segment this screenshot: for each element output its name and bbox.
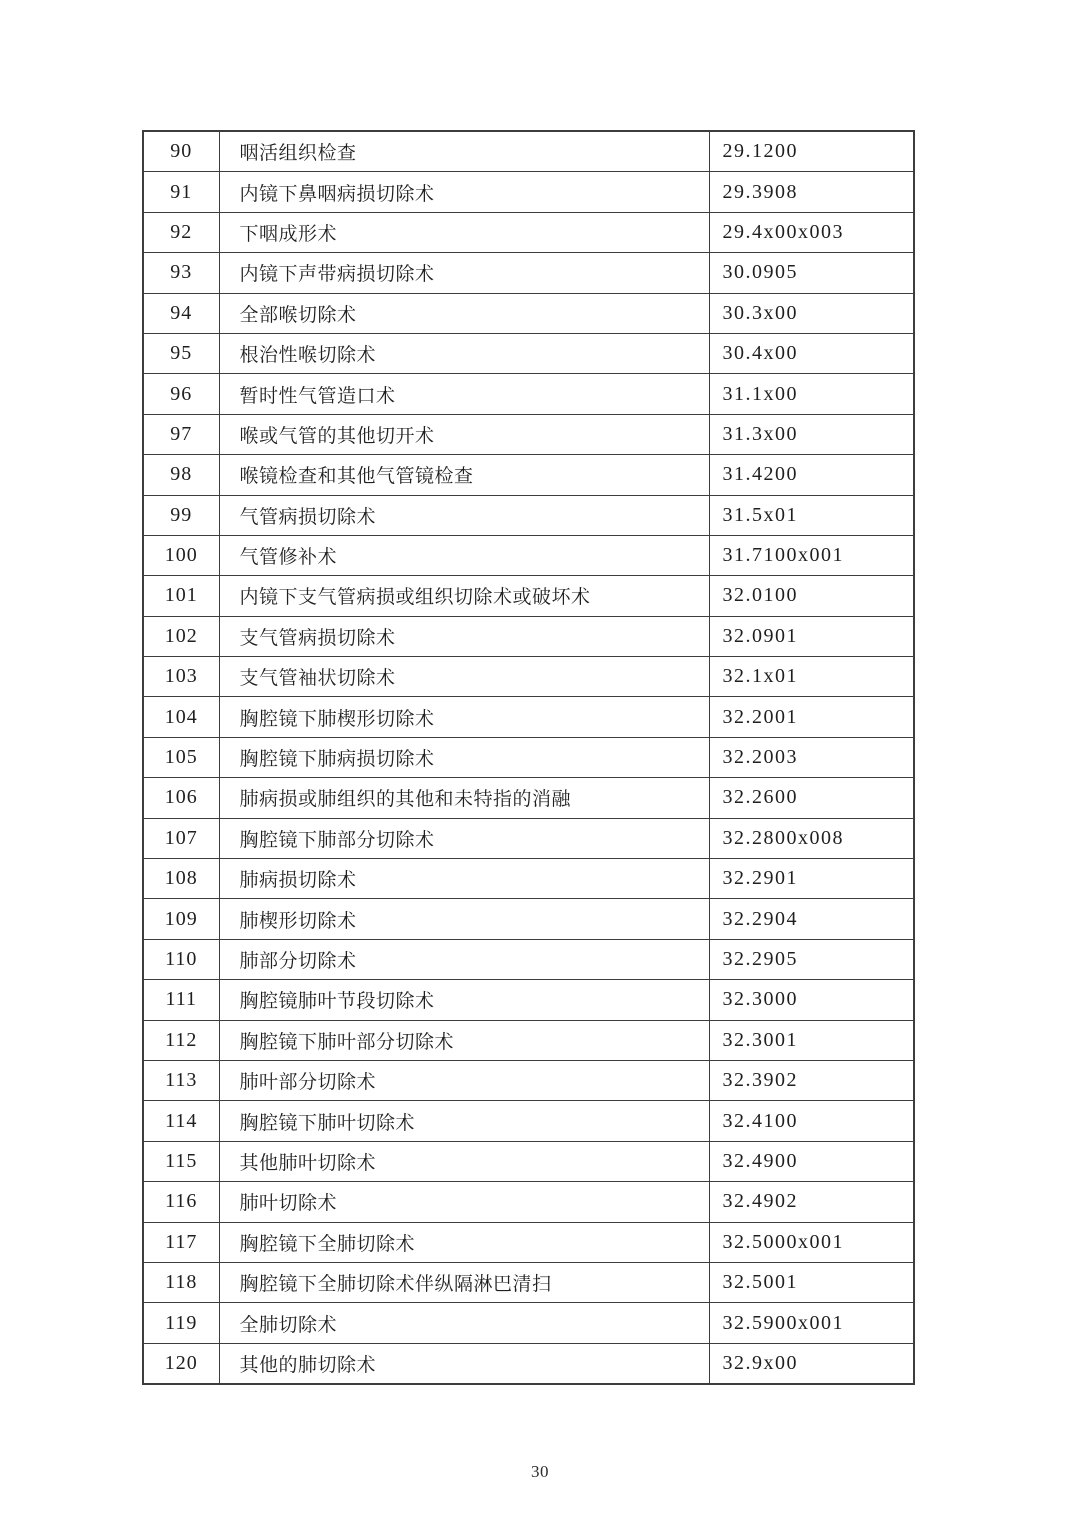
procedure-code-cell: 32.3001: [709, 1020, 914, 1060]
procedure-code-cell: 30.3x00: [709, 293, 914, 333]
table-row: [143, 1141, 914, 1181]
page-number: 30: [531, 1462, 549, 1481]
procedure-name-cell: 暂时性气管造口术: [219, 374, 709, 414]
procedure-code-cell: 32.3902: [709, 1060, 914, 1100]
procedure-code-cell: 31.7100x001: [709, 535, 914, 575]
procedure-code-cell: 32.2001: [709, 697, 914, 737]
procedure-name-cell: 肺部分切除术: [219, 939, 709, 979]
table-row: [143, 899, 914, 939]
row-index-cell: 95: [143, 333, 219, 373]
row-index-cell: 112: [143, 1020, 219, 1060]
procedure-code-cell: 31.4200: [709, 455, 914, 495]
procedure-code-cell: 32.4900: [709, 1141, 914, 1181]
procedure-name-cell: 胸腔镜下全肺切除术: [219, 1222, 709, 1262]
table-row: [143, 697, 914, 737]
procedure-name-cell: 胸腔镜下肺病损切除术: [219, 737, 709, 777]
table-row: [143, 1182, 914, 1222]
procedure-name-cell: 肺病损或肺组织的其他和未特指的消融: [219, 778, 709, 818]
procedure-name-cell: 全肺切除术: [219, 1303, 709, 1343]
procedure-code-cell: 29.3908: [709, 172, 914, 212]
table-row: [143, 778, 914, 818]
procedure-name-cell: 气管病损切除术: [219, 495, 709, 535]
procedure-name-cell: 支气管袖状切除术: [219, 657, 709, 697]
procedure-code-table: [142, 130, 915, 1385]
row-index-cell: 94: [143, 293, 219, 333]
table-row: [143, 172, 914, 212]
table-row: [143, 374, 914, 414]
procedure-name-cell: 肺叶部分切除术: [219, 1060, 709, 1100]
row-index-cell: 108: [143, 859, 219, 899]
row-index-cell: 103: [143, 657, 219, 697]
row-index-cell: 93: [143, 253, 219, 293]
table-body: [143, 131, 914, 1384]
procedure-name-cell: 喉或气管的其他切开术: [219, 414, 709, 454]
procedure-code-cell: 32.5000x001: [709, 1222, 914, 1262]
procedure-code-cell: 32.2800x008: [709, 818, 914, 858]
row-index-cell: 102: [143, 616, 219, 656]
procedure-name-cell: 其他肺叶切除术: [219, 1141, 709, 1181]
row-index-cell: 104: [143, 697, 219, 737]
procedure-name-cell: 其他的肺切除术: [219, 1343, 709, 1384]
row-index-cell: 115: [143, 1141, 219, 1181]
table-row: [143, 616, 914, 656]
row-index-cell: 97: [143, 414, 219, 454]
procedure-code-cell: 31.5x01: [709, 495, 914, 535]
row-index-cell: 96: [143, 374, 219, 414]
row-index-cell: 117: [143, 1222, 219, 1262]
procedure-name-cell: 下咽成形术: [219, 212, 709, 252]
procedure-name-cell: 内镜下声带病损切除术: [219, 253, 709, 293]
procedure-code-cell: 32.5001: [709, 1262, 914, 1302]
procedure-code-cell: 30.0905: [709, 253, 914, 293]
procedure-code-cell: 31.3x00: [709, 414, 914, 454]
row-index-cell: 92: [143, 212, 219, 252]
procedure-code-cell: 32.5900x001: [709, 1303, 914, 1343]
row-index-cell: 105: [143, 737, 219, 777]
table-row: [143, 1060, 914, 1100]
procedure-code-cell: 32.0901: [709, 616, 914, 656]
procedure-code-cell: 32.2901: [709, 859, 914, 899]
row-index-cell: 114: [143, 1101, 219, 1141]
table-row: [143, 1101, 914, 1141]
table-row: [143, 293, 914, 333]
procedure-name-cell: 胸腔镜下肺叶切除术: [219, 1101, 709, 1141]
table-row: [143, 1343, 914, 1384]
table-row: [143, 980, 914, 1020]
row-index-cell: 98: [143, 455, 219, 495]
procedure-code-cell: 32.3000: [709, 980, 914, 1020]
procedure-code-cell: 32.2904: [709, 899, 914, 939]
procedure-code-cell: 29.4x00x003: [709, 212, 914, 252]
procedure-name-cell: 肺病损切除术: [219, 859, 709, 899]
row-index-cell: 107: [143, 818, 219, 858]
table-row: [143, 455, 914, 495]
table-row: [143, 333, 914, 373]
table-row: [143, 1262, 914, 1302]
table-row: [143, 939, 914, 979]
procedure-code-cell: 32.0100: [709, 576, 914, 616]
table-row: [143, 1303, 914, 1343]
table-row: [143, 212, 914, 252]
row-index-cell: 116: [143, 1182, 219, 1222]
row-index-cell: 101: [143, 576, 219, 616]
table-row: [143, 495, 914, 535]
table-row: [143, 414, 914, 454]
procedure-name-cell: 胸腔镜下肺部分切除术: [219, 818, 709, 858]
table-row: [143, 1222, 914, 1262]
procedure-code-cell: 32.9x00: [709, 1343, 914, 1384]
row-index-cell: 118: [143, 1262, 219, 1302]
procedure-name-cell: 内镜下鼻咽病损切除术: [219, 172, 709, 212]
table-row: [143, 818, 914, 858]
procedure-name-cell: 咽活组织检查: [219, 131, 709, 172]
procedure-code-cell: 29.1200: [709, 131, 914, 172]
table-row: [143, 657, 914, 697]
table-row: [143, 737, 914, 777]
row-index-cell: 106: [143, 778, 219, 818]
row-index-cell: 111: [143, 980, 219, 1020]
procedure-name-cell: 胸腔镜下全肺切除术伴纵隔淋巴清扫: [219, 1262, 709, 1302]
procedure-name-cell: 气管修补术: [219, 535, 709, 575]
procedure-name-cell: 胸腔镜下肺楔形切除术: [219, 697, 709, 737]
row-index-cell: 109: [143, 899, 219, 939]
row-index-cell: 113: [143, 1060, 219, 1100]
table-row: [143, 859, 914, 899]
procedure-code-cell: 31.1x00: [709, 374, 914, 414]
procedure-name-cell: 支气管病损切除术: [219, 616, 709, 656]
procedure-code-cell: 32.2905: [709, 939, 914, 979]
procedure-code-cell: 32.2003: [709, 737, 914, 777]
procedure-code-cell: 32.4100: [709, 1101, 914, 1141]
row-index-cell: 99: [143, 495, 219, 535]
procedure-name-cell: 喉镜检查和其他气管镜检查: [219, 455, 709, 495]
table-row: [143, 576, 914, 616]
row-index-cell: 119: [143, 1303, 219, 1343]
procedure-name-cell: 全部喉切除术: [219, 293, 709, 333]
procedure-code-cell: 32.4902: [709, 1182, 914, 1222]
procedure-name-cell: 肺楔形切除术: [219, 899, 709, 939]
procedure-code-cell: 32.2600: [709, 778, 914, 818]
table-row: [143, 1020, 914, 1060]
procedure-name-cell: 胸腔镜肺叶节段切除术: [219, 980, 709, 1020]
table-row: [143, 535, 914, 575]
procedure-name-cell: 胸腔镜下肺叶部分切除术: [219, 1020, 709, 1060]
procedure-code-cell: 32.1x01: [709, 657, 914, 697]
table-row: [143, 131, 914, 172]
row-index-cell: 110: [143, 939, 219, 979]
procedure-name-cell: 内镜下支气管病损或组织切除术或破坏术: [219, 576, 709, 616]
row-index-cell: 91: [143, 172, 219, 212]
procedure-code-cell: 30.4x00: [709, 333, 914, 373]
procedure-name-cell: 根治性喉切除术: [219, 333, 709, 373]
row-index-cell: 120: [143, 1343, 219, 1384]
table-row: [143, 253, 914, 293]
procedure-name-cell: 肺叶切除术: [219, 1182, 709, 1222]
row-index-cell: 90: [143, 131, 219, 172]
row-index-cell: 100: [143, 535, 219, 575]
